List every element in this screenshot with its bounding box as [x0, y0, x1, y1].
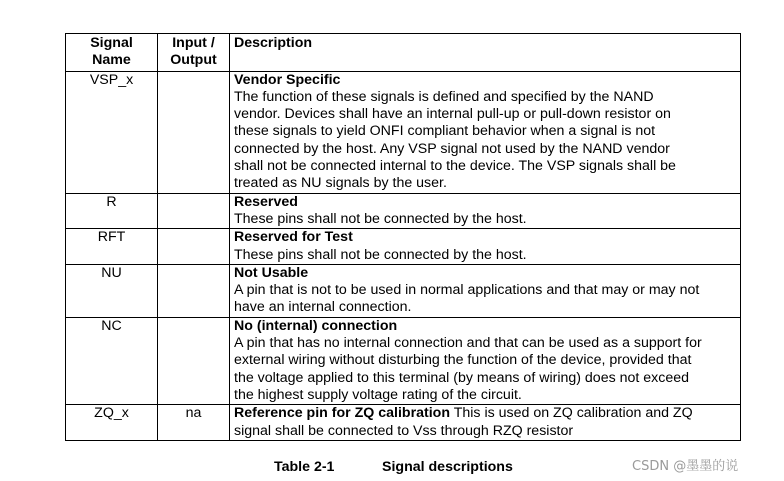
description-title: Reserved — [234, 193, 298, 210]
description-line: these signals to yield ONFI compliant behavior when a signal is not — [234, 123, 656, 140]
header-input-output-line2: Output — [170, 52, 217, 69]
table-header-row — [66, 34, 741, 72]
description-first-line — [234, 72, 736, 89]
description-line: connected by the host. Any VSP signal not used by the NAND vendor — [234, 140, 670, 157]
caption-text: Signal descriptions — [382, 459, 513, 475]
description-cell — [230, 405, 741, 441]
description-line: The function of these signals is defined and specified by the NAND — [234, 88, 654, 105]
description-title: Reserved for Test — [234, 229, 353, 246]
description-title: Not Usable — [234, 264, 309, 281]
signal-name-cell: R — [66, 193, 158, 229]
input-output-cell: na — [158, 405, 230, 441]
description-title: Vendor Specific — [234, 71, 341, 88]
signal-table — [65, 33, 741, 441]
input-output-cell — [158, 71, 230, 193]
description-line: These pins shall not be connected by the host. — [234, 210, 527, 227]
caption-number: Table 2-1 — [274, 459, 335, 475]
header-input-output-line1: Input / — [172, 35, 215, 51]
header-signal-name-line1: Signal — [90, 35, 133, 51]
description-first-line — [234, 265, 736, 282]
signal-name-cell: VSP_x — [66, 71, 158, 193]
header-signal-name — [66, 34, 158, 72]
description-line: signal shall be connected to Vss through RZQ resistor — [234, 422, 574, 439]
signal-name-cell: ZQ_x — [66, 405, 158, 441]
table-row — [66, 229, 741, 265]
description-line: have an internal connection. — [234, 299, 412, 316]
header-description: Description — [230, 34, 741, 72]
description-line: the highest supply voltage rating of the circuit. — [234, 386, 522, 403]
description-title: No (internal) connection — [234, 317, 398, 334]
description-cell — [230, 229, 741, 265]
table-row — [66, 193, 741, 229]
description-line: the voltage applied to this terminal (by means of wiring) does not exceed — [234, 369, 690, 386]
description-first-line — [234, 194, 736, 211]
description-cell — [230, 193, 741, 229]
description-first-line — [234, 318, 736, 335]
signal-name-cell: RFT — [66, 229, 158, 265]
description-line: These pins shall not be connected by the host. — [234, 246, 527, 263]
signal-name-cell: NU — [66, 264, 158, 317]
description-line: A pin that has no internal connection and that can be used as a support for — [234, 335, 702, 352]
table-row — [66, 264, 741, 317]
description-first-line — [234, 405, 736, 422]
table-row — [66, 405, 741, 441]
table-body — [66, 71, 741, 440]
input-output-cell — [158, 229, 230, 265]
description-line: A pin that is not to be used in normal applications and that may or may not — [234, 282, 700, 299]
signal-name-cell: NC — [66, 317, 158, 404]
input-output-cell — [158, 193, 230, 229]
header-input-output — [158, 34, 230, 72]
description-first-line — [234, 229, 736, 246]
description-line: external wiring without disturbing the function of the device, provided that — [234, 352, 692, 369]
description-cell — [230, 264, 741, 317]
description-cell — [230, 71, 741, 193]
header-signal-name-line2: Name — [92, 52, 131, 69]
description-line: treated as NU signals by the user. — [234, 175, 447, 192]
description-inline-text: This is used on ZQ calibration and ZQ — [450, 405, 693, 422]
input-output-cell — [158, 317, 230, 404]
description-line: vendor. Devices shall have an internal pull-up or pull-down resistor on — [234, 106, 671, 123]
input-output-cell — [158, 264, 230, 317]
description-line: shall not be connected internal to the device. The VSP signals shall be — [234, 158, 676, 175]
description-cell — [230, 317, 741, 404]
table-row — [66, 71, 741, 193]
description-title: Reference pin for ZQ calibration — [234, 405, 451, 422]
csdn-watermark: CSDN @墨墨的说 — [632, 459, 739, 474]
table-row — [66, 317, 741, 404]
